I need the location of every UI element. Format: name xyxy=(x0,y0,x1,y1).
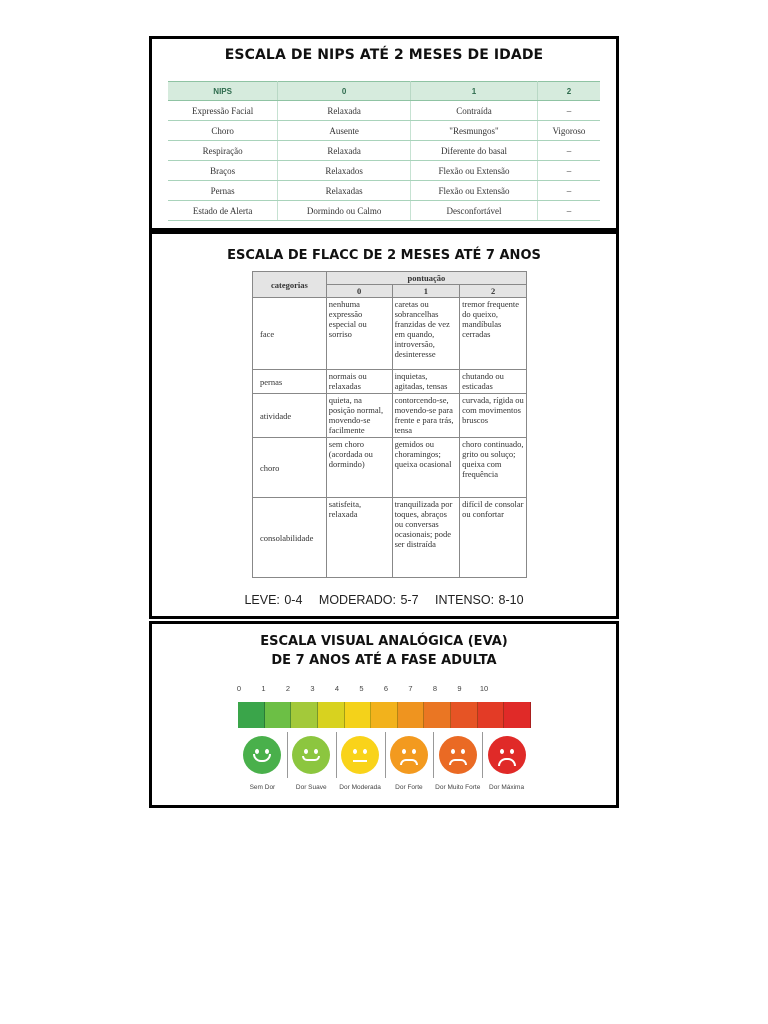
nips-header-cell: 0 xyxy=(278,82,411,101)
flacc-cell: curvada, rígida ou com movimentos bruscos xyxy=(460,394,527,438)
nips-header-cell: 2 xyxy=(537,82,600,101)
eva-faces xyxy=(238,732,531,782)
flacc-category: consolabilidade xyxy=(253,498,327,578)
eva-title-line2: DE 7 ANOS ATÉ A FASE ADULTA xyxy=(271,653,497,668)
eva-bar-segment xyxy=(398,702,425,728)
flacc-title: ESCALA DE FLACC DE 2 MESES ATÉ 7 ANOS xyxy=(227,248,541,263)
eva-face-label: Dor Suave xyxy=(295,784,327,791)
flacc-row xyxy=(253,394,527,438)
flacc-category: face xyxy=(253,298,327,370)
flacc-category: atividade xyxy=(253,394,327,438)
eva-scale-number: 7 xyxy=(408,684,413,693)
flacc-category: choro xyxy=(253,438,327,498)
eva-title-line1: ESCALA VISUAL ANALÓGICA (EVA) xyxy=(260,634,508,649)
flacc-cell: caretas ou sobrancelhas franzidas de vez em quando, introversão, desinteresse xyxy=(392,298,460,370)
flacc-header-score: pontuação xyxy=(326,272,526,285)
flacc-score-column: 0 xyxy=(326,285,392,298)
flacc-cell: difícil de consolar ou confortar xyxy=(460,498,527,578)
eva-face-label: Dor Forte xyxy=(395,784,423,791)
eva-title xyxy=(152,632,616,670)
face-frown2-icon xyxy=(488,736,526,774)
flacc-cell: tranquilizada por toques, abraços ou conversas ocasionais; pode ser distraída xyxy=(392,498,460,578)
flacc-cell: contorcendo-se, movendo-se para frente e para trás, tensa xyxy=(392,394,460,438)
nips-cell: Relaxada xyxy=(278,101,411,121)
nips-cell: Dormindo ou Calmo xyxy=(278,201,411,221)
eva-scale-number: 0 xyxy=(236,684,242,693)
nips-row xyxy=(168,101,600,121)
eva-scale-number: 2 xyxy=(285,684,291,693)
nips-cell: – xyxy=(537,201,600,221)
flacc-row xyxy=(253,498,527,578)
flacc-panel xyxy=(149,231,619,619)
eva-bar-segment xyxy=(424,702,451,728)
flacc-score-column: 2 xyxy=(460,285,527,298)
flacc-table xyxy=(252,271,527,578)
nips-cell: – xyxy=(537,161,600,181)
nips-cell: – xyxy=(537,141,600,161)
face-divider xyxy=(482,732,483,778)
nips-cell: Ausente xyxy=(278,121,411,141)
eva-bar-segment xyxy=(238,702,265,728)
flacc-score-column: 1 xyxy=(392,285,460,298)
flacc-category: pernas xyxy=(253,370,327,394)
nips-cell: Flexão ou Extensão xyxy=(411,181,538,201)
nips-row xyxy=(168,201,600,221)
flacc-cell: satisfeita, relaxada xyxy=(326,498,392,578)
face-frown-icon xyxy=(390,736,428,774)
eva-scale-numbers xyxy=(238,684,508,696)
eva-bar-segment xyxy=(371,702,398,728)
eva-face-label: Dor Muito Forte xyxy=(435,784,481,791)
flacc-row xyxy=(253,438,527,498)
nips-row xyxy=(168,181,600,201)
face-divider xyxy=(336,732,337,778)
nips-row xyxy=(168,141,600,161)
eva-bar-segment xyxy=(265,702,292,728)
eva-scale-number: 1 xyxy=(261,684,266,693)
flacc-cell: normais ou relaxadas xyxy=(326,370,392,394)
eva-bar-segment xyxy=(318,702,345,728)
nips-cell: Relaxadas xyxy=(278,181,411,201)
nips-header-cell: 1 xyxy=(411,82,538,101)
flacc-legend xyxy=(152,593,616,607)
flacc-header-categories: categorias xyxy=(253,272,327,298)
nips-cell: – xyxy=(537,101,600,121)
nips-row xyxy=(168,161,600,181)
eva-panel xyxy=(149,621,619,808)
flacc-cell: chutando ou esticadas xyxy=(460,370,527,394)
eva-scale-number: 10 xyxy=(479,684,489,693)
legend-mild: LEVE: 0-4 xyxy=(244,593,303,607)
flacc-cell: sem choro (acordada ou dormindo) xyxy=(326,438,392,498)
eva-face-label: Dor Moderada xyxy=(339,784,381,791)
face-flat-icon xyxy=(341,736,379,774)
face-smile2-icon xyxy=(292,736,330,774)
eva-bar-segment xyxy=(451,702,478,728)
nips-cell: Diferente do basal xyxy=(411,141,538,161)
flacc-cell: tremor frequente do queixo, mandíbulas cerradas xyxy=(460,298,527,370)
nips-cell: "Resmungos" xyxy=(411,121,538,141)
nips-row-label: Braços xyxy=(168,161,278,181)
eva-face-label: Sem Dor xyxy=(249,784,276,791)
eva-bar-segment xyxy=(345,702,372,728)
eva-scale-number: 6 xyxy=(383,684,389,693)
nips-row-label: Estado de Alerta xyxy=(168,201,278,221)
eva-scale-number: 8 xyxy=(432,684,438,693)
eva-color-bar xyxy=(238,702,531,728)
eva-face-label: Dor Máxima xyxy=(489,784,525,791)
face-smile-icon xyxy=(243,736,281,774)
flacc-cell: nenhuma expressão especial ou sorriso xyxy=(326,298,392,370)
nips-title: ESCALA DE NIPS ATÉ 2 MESES DE IDADE xyxy=(224,47,544,63)
legend-moderate: MODERADO: 5-7 xyxy=(318,593,419,607)
nips-row-label: Pernas xyxy=(168,181,278,201)
flacc-cell: gemidos ou choramingos; queixa ocasional xyxy=(392,438,460,498)
nips-cell: Flexão ou Extensão xyxy=(411,161,538,181)
flacc-cell: choro continuado, grito ou soluço; queixa com frequência xyxy=(460,438,527,498)
nips-row xyxy=(168,121,600,141)
nips-header-row xyxy=(168,82,600,101)
nips-cell: Vigoroso xyxy=(537,121,600,141)
flacc-cell: inquietas, agitadas, tensas xyxy=(392,370,460,394)
eva-bar-segment xyxy=(478,702,505,728)
face-divider xyxy=(385,732,386,778)
eva-bar-segment xyxy=(504,702,531,728)
legend-intense: INTENSO: 8-10 xyxy=(435,593,524,607)
nips-cell: Contraída xyxy=(411,101,538,121)
nips-cell: Desconfortável xyxy=(411,201,538,221)
flacc-row xyxy=(253,370,527,394)
nips-row-label: Choro xyxy=(168,121,278,141)
eva-scale-number: 5 xyxy=(359,684,364,693)
flacc-cell: quieta, na posição normal, movendo-se facilmente xyxy=(326,394,392,438)
nips-cell: – xyxy=(537,181,600,201)
face-divider xyxy=(287,732,288,778)
face-frown-icon xyxy=(439,736,477,774)
eva-scale-number: 3 xyxy=(310,684,315,693)
eva-scale-number: 9 xyxy=(457,684,462,693)
nips-row-label: Expressão Facial xyxy=(168,101,278,121)
eva-scale-number: 4 xyxy=(334,684,340,693)
nips-panel xyxy=(149,36,619,231)
nips-cell: Relaxados xyxy=(278,161,411,181)
nips-header-cell: NIPS xyxy=(168,82,278,101)
face-divider xyxy=(433,732,434,778)
nips-row-label: Respiração xyxy=(168,141,278,161)
eva-bar-segment xyxy=(291,702,318,728)
nips-cell: Relaxada xyxy=(278,141,411,161)
flacc-row xyxy=(253,298,527,370)
nips-table xyxy=(168,81,600,221)
